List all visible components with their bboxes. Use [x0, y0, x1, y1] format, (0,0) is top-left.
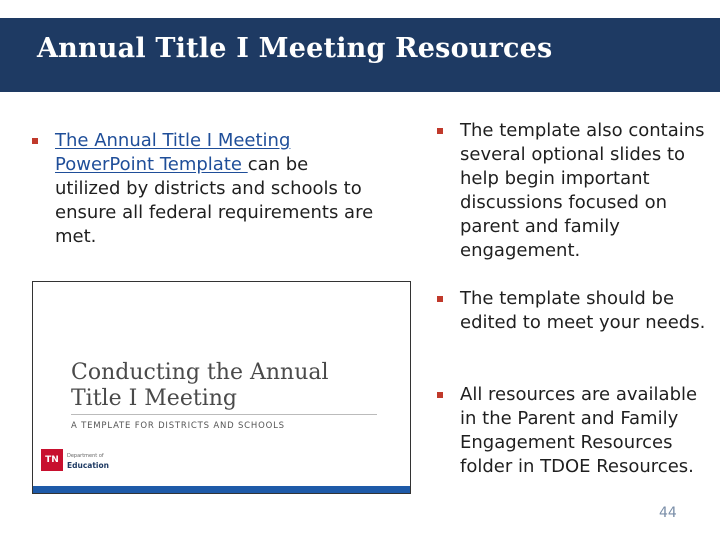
- tn-logo-dept: Department of: [67, 453, 104, 459]
- thumbnail-title: Conducting the Annual Title I Meeting: [71, 360, 329, 411]
- template-thumbnail[interactable]: [32, 281, 411, 494]
- bullet-square-icon: [437, 128, 443, 134]
- thumbnail-subtitle: A TEMPLATE FOR DISTRICTS AND SCHOOLS: [71, 421, 285, 431]
- bullet-square-icon: [437, 392, 443, 398]
- right-bullet-2-text: The template should be edited to meet your needs.: [460, 288, 706, 333]
- thumbnail-accent-bar: [33, 486, 410, 493]
- right-bullet-1-text: The template also contains several optional slides to help begin important discussions focused on parent and family engagement.: [460, 120, 705, 261]
- slide-title: Annual Title I Meeting Resources: [37, 33, 553, 64]
- tn-logo-icon: TN: [41, 449, 63, 471]
- left-bullet-rest: can be utilized by districts and schools to ensure all federal requirements are met.: [55, 154, 374, 247]
- template-link[interactable]: The Annual Title I Meeting PowerPoint Template: [55, 130, 291, 175]
- left-bullet-text: [55, 129, 377, 249]
- right-bullet-3-text: All resources are available in the Parent and Family Engagement Resources folder in TDOE Resources.: [460, 384, 698, 477]
- left-bullet: [32, 129, 377, 249]
- tn-logo-org: Education: [67, 461, 109, 470]
- bullet-square-icon: [32, 138, 38, 144]
- thumbnail-divider: [71, 414, 377, 415]
- right-bullet-1: [437, 119, 707, 263]
- right-bullet-2: [437, 287, 707, 335]
- bullet-square-icon: [437, 296, 443, 302]
- right-bullet-3: [437, 383, 699, 479]
- page-number: 44: [659, 505, 677, 521]
